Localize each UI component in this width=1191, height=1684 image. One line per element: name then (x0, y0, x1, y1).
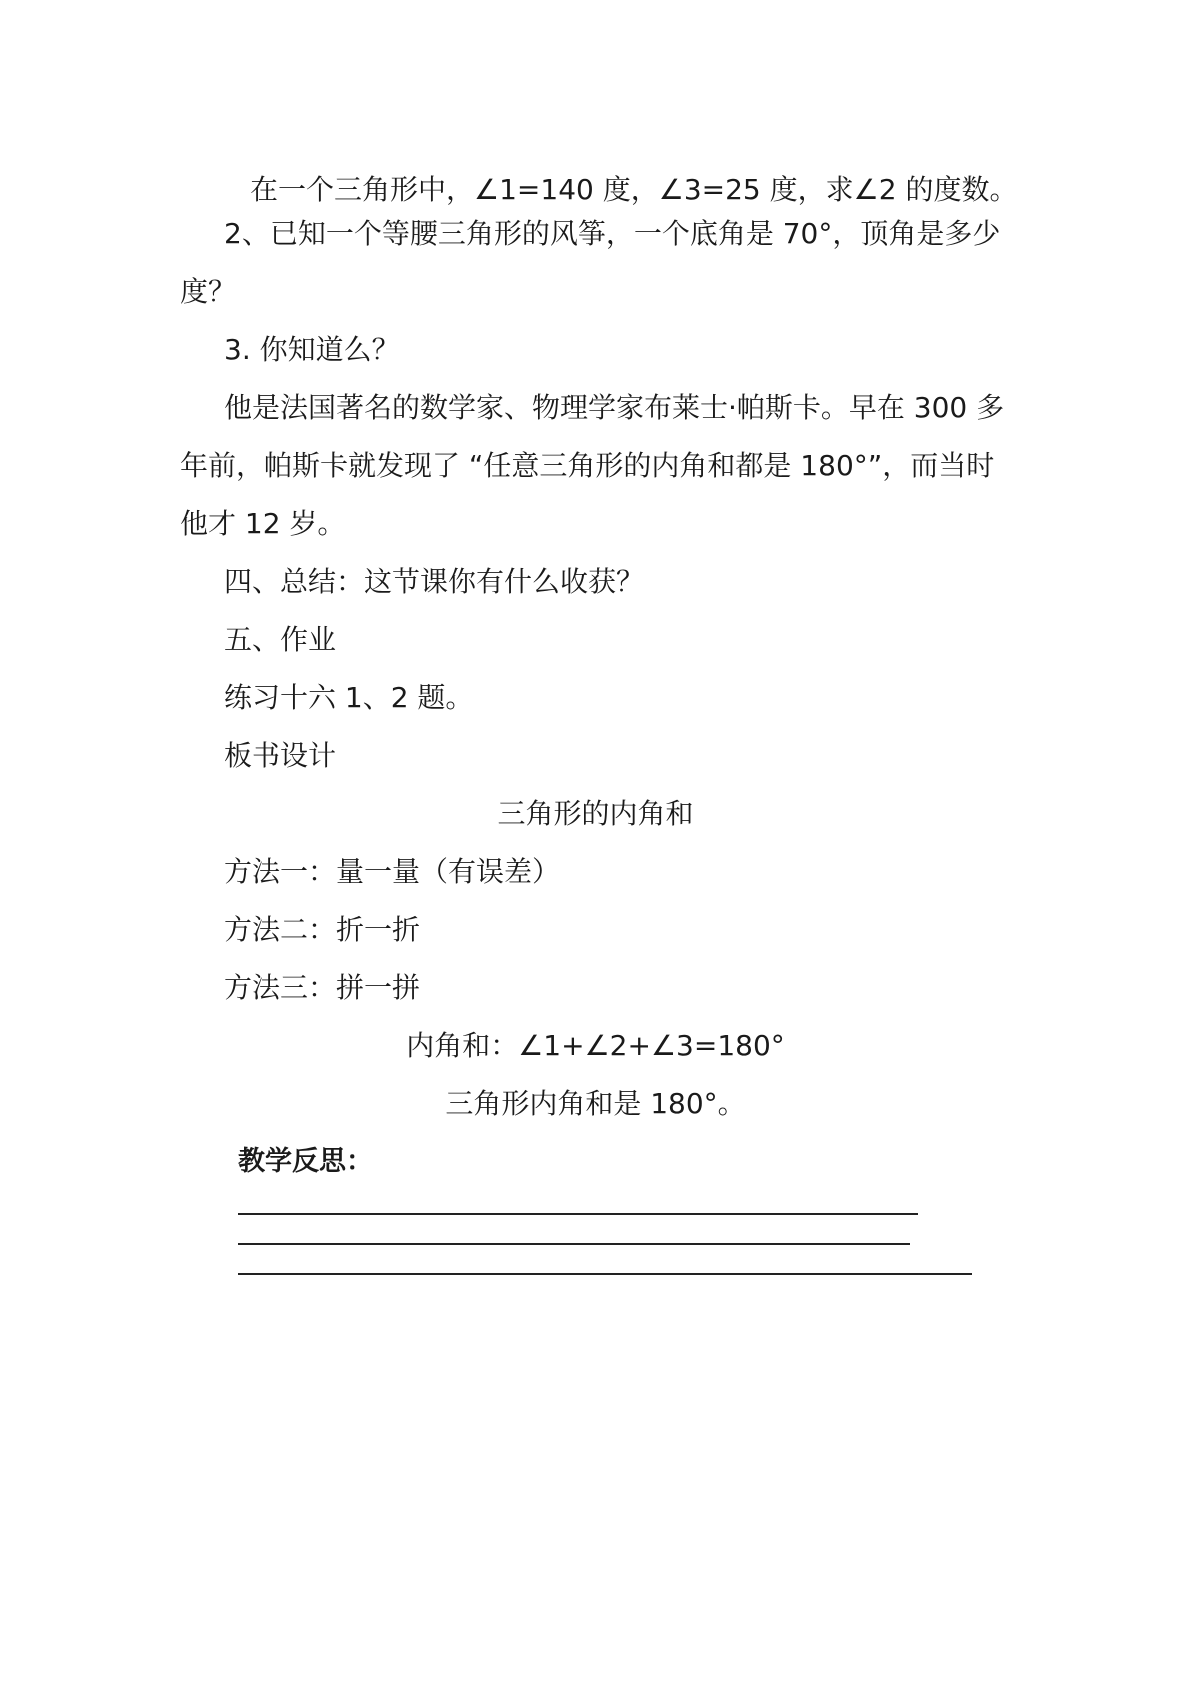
problem-1-text: 在一个三角形中，∠1=140 度，∠3=25 度，求∠2 的度数。 (250, 173, 1018, 206)
reflection-line-1 (238, 1213, 918, 1215)
method-3: 方法三：拼一拼 (224, 971, 421, 1004)
board-design-heading: 板书设计 (224, 739, 337, 772)
reflection-line-2 (238, 1243, 910, 1245)
board-title: 三角形的内角和 (497, 797, 694, 830)
summary-heading: 四、总结：这节课你有什么收获？ (224, 565, 645, 598)
reflection-title: 教学反思： (238, 1146, 373, 1177)
reflection-line-3 (238, 1273, 972, 1275)
pascal-paragraph-line-1: 他是法国著名的数学家、物理学家布莱士·帕斯卡。早在 300 多 (224, 391, 1005, 424)
pascal-paragraph-line-2: 年前，帕斯卡就发现了 “任意三角形的内角和都是 180°”，而当时 (180, 449, 995, 482)
method-2: 方法二：折一折 (224, 913, 421, 946)
problem-2-text-line-1: 2、已知一个等腰三角形的风筝，一个底角是 70°，顶角是多少 (224, 217, 1001, 250)
method-1: 方法一：量一量（有误差） (224, 855, 561, 888)
pascal-paragraph-line-3: 他才 12 岁。 (180, 507, 346, 540)
angle-sum-formula: 内角和：∠1+∠2+∠3=180° (406, 1029, 785, 1062)
section-did-you-know: 3. 你知道么？ (224, 333, 400, 366)
homework-item: 练习十六 1、2 题。 (224, 681, 474, 714)
problem-2-text-line-2: 度？ (180, 275, 237, 308)
angle-sum-conclusion: 三角形内角和是 180°。 (445, 1087, 746, 1120)
homework-heading: 五、作业 (224, 623, 337, 656)
